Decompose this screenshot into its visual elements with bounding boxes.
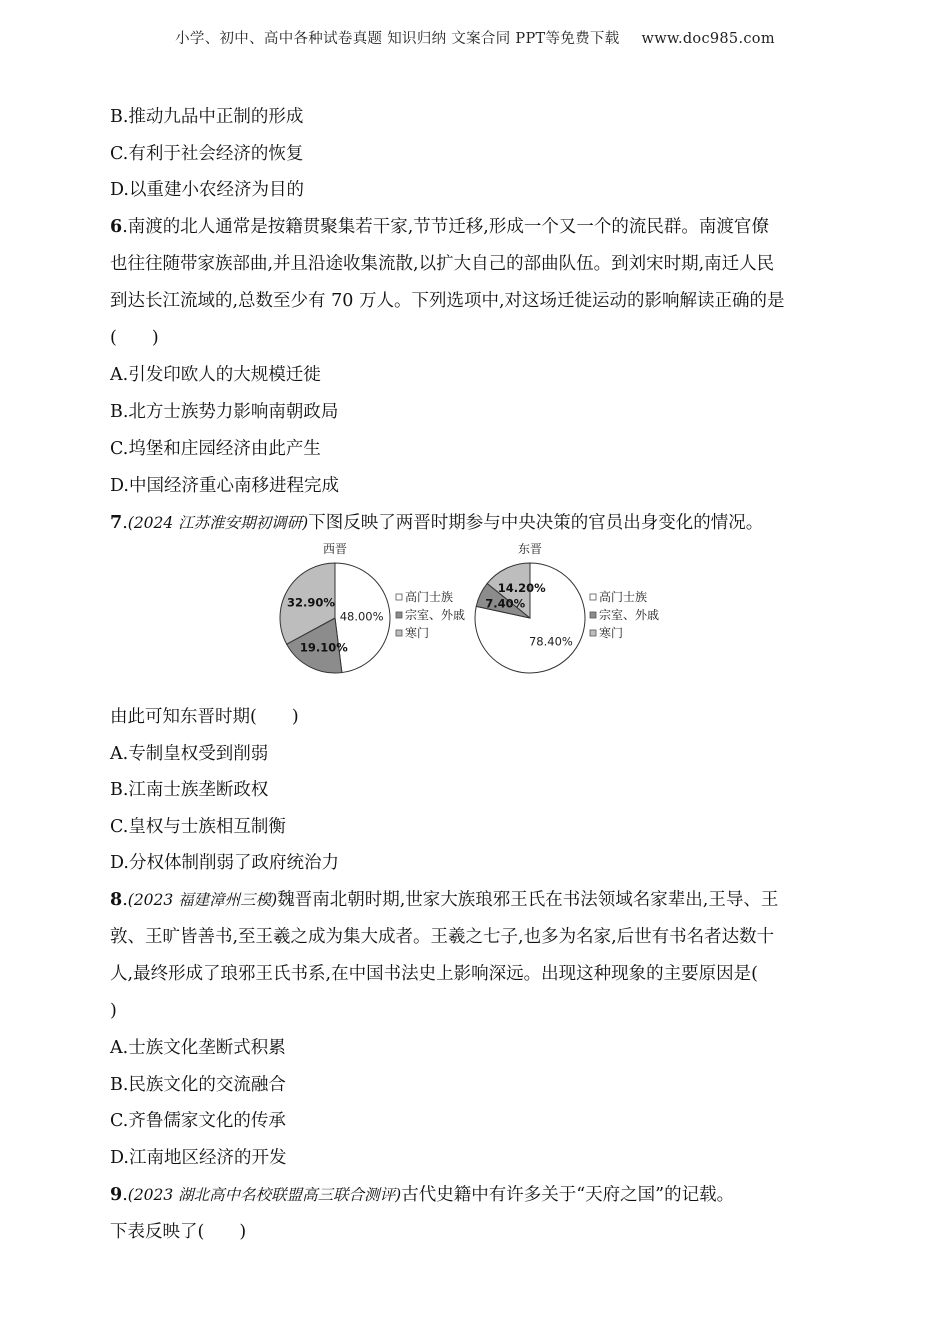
- q7-after: 由此可知东晋时期( ): [110, 707, 299, 727]
- legend-swatch-zongshi-2: [590, 612, 596, 618]
- legend-swatch-gaomen: [396, 594, 402, 600]
- q9-number: 9: [110, 1185, 123, 1205]
- q6-stem-2: 也往往随带家族部曲,并且沿途收集流散,以扩大自己的部曲队伍。到刘宋时期,南迁人民: [110, 254, 775, 274]
- q6-stem-1: .南渡的北人通常是按籍贯聚集若干家,节节迁移,形成一个又一个的流民群。南渡官僚: [122, 217, 769, 237]
- q7-option-b: B.江南士族垄断政权: [110, 780, 269, 800]
- q8-stem-2: 敦、王旷皆善书,至王羲之成为集大成者。王羲之七子,也多为名家,后世有书名者达数十: [110, 927, 775, 947]
- q7-stem: 下图反映了两晋时期参与中央决策的官员出身变化的情况。: [308, 513, 764, 533]
- q6-number: 6: [110, 217, 123, 237]
- legend-label-hanmen: 寒门: [405, 626, 430, 640]
- legend-label-hanmen-2: 寒门: [599, 626, 624, 640]
- pie-label-dongjin-zongshi: 7.40%: [485, 596, 526, 611]
- legend-label-zongshi: 宗室、外戚: [405, 608, 466, 622]
- q6-option-d: D.中国经济重心南移进程完成: [110, 476, 339, 496]
- header-text: 小学、初中、高中各种试卷真题 知识归纳 文案合同 PPT等免费下载: [175, 31, 620, 47]
- legend-label-gaomen: 高门士族: [405, 590, 454, 604]
- pie-charts: [270, 538, 690, 678]
- q8-stem-3: 人,最终形成了琅邪王氏书系,在中国书法史上影响深远。出现这种现象的主要原因是(: [110, 964, 758, 984]
- q9-dot: .: [122, 1185, 128, 1205]
- legend-swatch-hanmen-2: [590, 630, 596, 636]
- q6-option-a: A.引发印欧人的大规模迁徙: [110, 365, 321, 385]
- q9-stem: 古代史籍中有许多关于“天府之国”的记载。: [401, 1185, 735, 1205]
- q8-stem-4: ): [110, 1001, 117, 1021]
- q8-stem-line: [110, 889, 778, 911]
- q6-stem-3: 到达长江流域的,总数至少有 70 万人。下列选项中,对这场迁徙运动的影响解读正确的是: [110, 291, 785, 311]
- q9-stem-2: 下表反映了( ): [110, 1222, 247, 1242]
- q8-option-d: D.江南地区经济的开发: [110, 1148, 287, 1168]
- q8-option-a: A.士族文化垄断式积累: [110, 1038, 286, 1058]
- q9-stem-line: [110, 1184, 734, 1206]
- pie-chart-svg: [270, 538, 690, 678]
- pie-label-dongjin-gaomen: 78.40%: [528, 634, 573, 649]
- legend-label-zongshi-2: 宗室、外戚: [599, 608, 660, 622]
- q7-option-c: C.皇权与士族相互制衡: [110, 817, 286, 837]
- pie-label-xijin-gaomen: 48.00%: [339, 609, 384, 624]
- q7-dot: .: [122, 513, 128, 533]
- q8-option-c: C.齐鲁儒家文化的传承: [110, 1111, 286, 1131]
- header-site: www.doc985.com: [641, 31, 775, 47]
- q6-stem-4: ( ): [110, 328, 159, 348]
- q7-option-a: A.专制皇权受到削弱: [110, 744, 269, 764]
- q8-dot: .: [122, 890, 128, 910]
- pie-title-dongjin: 东晋: [517, 542, 543, 556]
- q9-source: (2023 湖北高中名校联盟高三联合测评): [127, 1186, 402, 1204]
- page-header: [0, 27, 950, 48]
- q7-option-d: D.分权体制削弱了政府统治力: [110, 853, 339, 873]
- q5-option-c: C.有利于社会经济的恢复: [110, 144, 304, 164]
- q8-option-b: B.民族文化的交流融合: [110, 1075, 286, 1095]
- q8-source: (2023 福建漳州三模): [127, 891, 278, 909]
- q7-stem-line: [110, 512, 763, 534]
- legend-label-gaomen-2: 高门士族: [599, 590, 648, 604]
- legend-swatch-gaomen-2: [590, 594, 596, 600]
- pie-label-xijin-hanmen: 32.90%: [287, 595, 335, 610]
- q6-option-c: C.坞堡和庄园经济由此产生: [110, 439, 321, 459]
- q7-number: 7: [110, 513, 123, 533]
- legend-swatch-hanmen: [396, 630, 402, 636]
- q6-option-b: B.北方士族势力影响南朝政局: [110, 402, 339, 422]
- q8-number: 8: [110, 890, 123, 910]
- q8-stem-1: 魏晋南北朝时期,世家大族琅邪王氏在书法领域名家辈出,王导、王: [277, 890, 779, 910]
- pie-label-dongjin-hanmen: 14.20%: [497, 581, 546, 596]
- q5-option-d: D.以重建小农经济为目的: [110, 180, 304, 200]
- legend-swatch-zongshi: [396, 612, 402, 618]
- q6-stem-line: [110, 216, 769, 238]
- q7-source: (2024 江苏淮安期初调研): [127, 514, 309, 532]
- legend-xijin: [396, 589, 465, 640]
- legend-dongjin: [590, 589, 659, 640]
- q5-option-b: B.推动九品中正制的形成: [110, 107, 304, 127]
- pie-label-xijin-zongshi: 19.10%: [299, 640, 348, 655]
- pie-title-xijin: 西晋: [322, 542, 348, 556]
